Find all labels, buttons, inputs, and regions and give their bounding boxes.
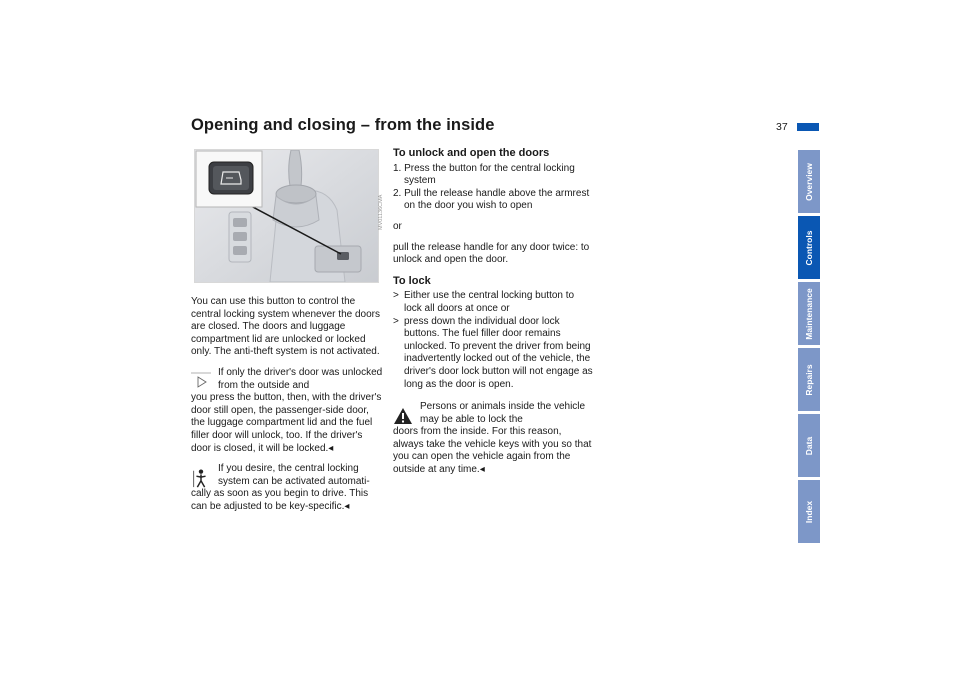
tab-label: Index bbox=[804, 500, 814, 523]
note-body: cally as soon as you begin to drive. This can be adjusted to be key-specific.◂ bbox=[191, 488, 369, 512]
tab-label: Maintenance bbox=[804, 287, 814, 340]
right-column bbox=[393, 147, 593, 477]
lock-bullets bbox=[393, 290, 593, 391]
section-tab-maintenance[interactable] bbox=[798, 282, 820, 345]
section-tab-index[interactable] bbox=[798, 480, 820, 543]
heading-unlock-open: To unlock and open the doors bbox=[393, 147, 550, 159]
section-tab-repairs[interactable] bbox=[798, 348, 820, 411]
tab-label: Overview bbox=[804, 162, 814, 201]
note-lead: If only the driver's door was unlocked from the outside and bbox=[218, 366, 383, 391]
list-item: 2. Pull the release handle above the armrest on the door you wish to open bbox=[393, 187, 590, 212]
note-driver-door bbox=[191, 367, 383, 455]
page-number: 37 bbox=[776, 121, 788, 133]
unlock-steps bbox=[393, 163, 593, 213]
list-item: > press down the individual door lock buttons. The fuel filler door remains unlocked. To prevent the driver from being inadvertently locked out of the vehicle, the driver's door lock button will not engage as long as the door is open. bbox=[393, 316, 593, 392]
figure-code: MV01136CMA bbox=[378, 194, 384, 230]
note-lead: If you desire, the central locking system can be activated automati- bbox=[218, 463, 370, 487]
tab-label: Controls bbox=[804, 230, 814, 265]
tab-label: Repairs bbox=[804, 363, 814, 396]
alternative-paragraph: pull the release handle for any door twice: to unlock and open the door. bbox=[393, 241, 590, 266]
note-arrow-icon bbox=[191, 372, 211, 392]
or-text: or bbox=[393, 220, 402, 232]
note-automatic-locking bbox=[191, 463, 383, 513]
warning-lead: Persons or animals inside the vehicle may be able to lock the bbox=[420, 401, 586, 425]
center-console-illustration bbox=[194, 149, 379, 283]
list-item: > Either use the central locking button to lock all doors at once or bbox=[393, 290, 593, 315]
left-column bbox=[191, 296, 383, 514]
warning-icon bbox=[393, 406, 413, 426]
section-tab-controls[interactable] bbox=[798, 216, 820, 279]
tab-label: Data bbox=[804, 436, 814, 455]
note-body: you press the button, then, with the driver's door still open, the passenger-side door, the luggage compartment lid and the fuel filler door will unlock, too. If the driver's door is closed, it will be locked.◂ bbox=[191, 392, 382, 454]
warning-body: doors from the inside. For this reason, always take the vehicle keys with you so that you can open the vehicle again from the outside at any time.◂ bbox=[393, 426, 592, 476]
section-tab-overview[interactable] bbox=[798, 150, 820, 213]
section-tab-data[interactable] bbox=[798, 414, 820, 477]
heading-lock: To lock bbox=[393, 274, 431, 287]
list-item: 1. Press the button for the central locking system bbox=[393, 162, 575, 187]
intro-paragraph: You can use this button to control the central locking system whenever the doors are closed. The doors and luggage compartment lid are unlocked or locked only. The anti-theft system is not activated. bbox=[191, 296, 380, 358]
person-icon bbox=[191, 468, 211, 488]
page-marker bbox=[797, 123, 819, 131]
page-title: Opening and closing – from the inside bbox=[191, 116, 495, 134]
warning-note bbox=[393, 401, 593, 477]
